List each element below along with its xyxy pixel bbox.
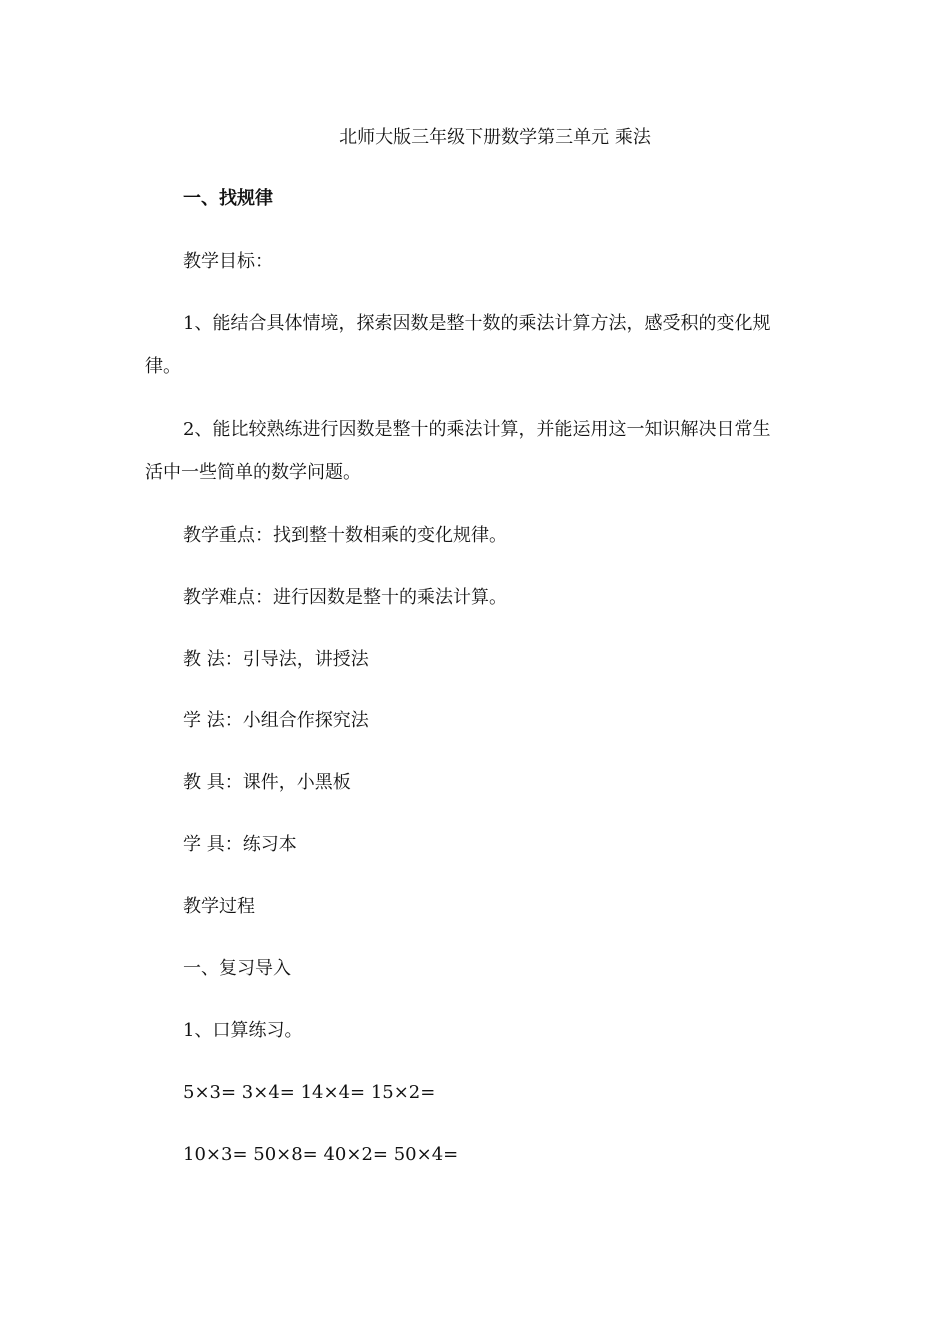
objective-2-line-2: 活中一些简单的数学问题。 — [145, 462, 361, 483]
exercise-row-1: 5×3= 3×4= 14×4= 15×2= — [183, 1082, 436, 1103]
objective-2-line-1: 2、能比较熟练进行因数是整十的乘法计算，并能运用这一知识解决日常生 — [183, 419, 771, 440]
difficulty: 教学难点：进行因数是整十的乘法计算。 — [183, 587, 507, 608]
review-heading: 一、复习导入 — [183, 958, 291, 979]
objective-1-line-2: 律。 — [145, 356, 181, 377]
section-heading: 一、找规律 — [183, 188, 273, 209]
teaching-method: 教 法：引导法，讲授法 — [183, 649, 369, 670]
oral-practice-label: 1、口算练习。 — [183, 1020, 303, 1041]
key-point: 教学重点：找到整十数相乘的变化规律。 — [183, 525, 507, 546]
document-title: 北师大版三年级下册数学第三单元 乘法 — [339, 127, 651, 148]
objective-1-line-1: 1、能结合具体情境，探索因数是整十数的乘法计算方法，感受积的变化规 — [183, 313, 771, 334]
process-label: 教学过程 — [183, 896, 255, 917]
exercise-row-2: 10×3= 50×8= 40×2= 50×4= — [183, 1144, 459, 1165]
learning-tools: 学 具：练习本 — [183, 834, 297, 855]
learning-method: 学 法：小组合作探究法 — [183, 710, 369, 731]
teaching-tools: 教 具：课件，小黑板 — [183, 772, 351, 793]
objectives-label: 教学目标： — [183, 251, 273, 272]
